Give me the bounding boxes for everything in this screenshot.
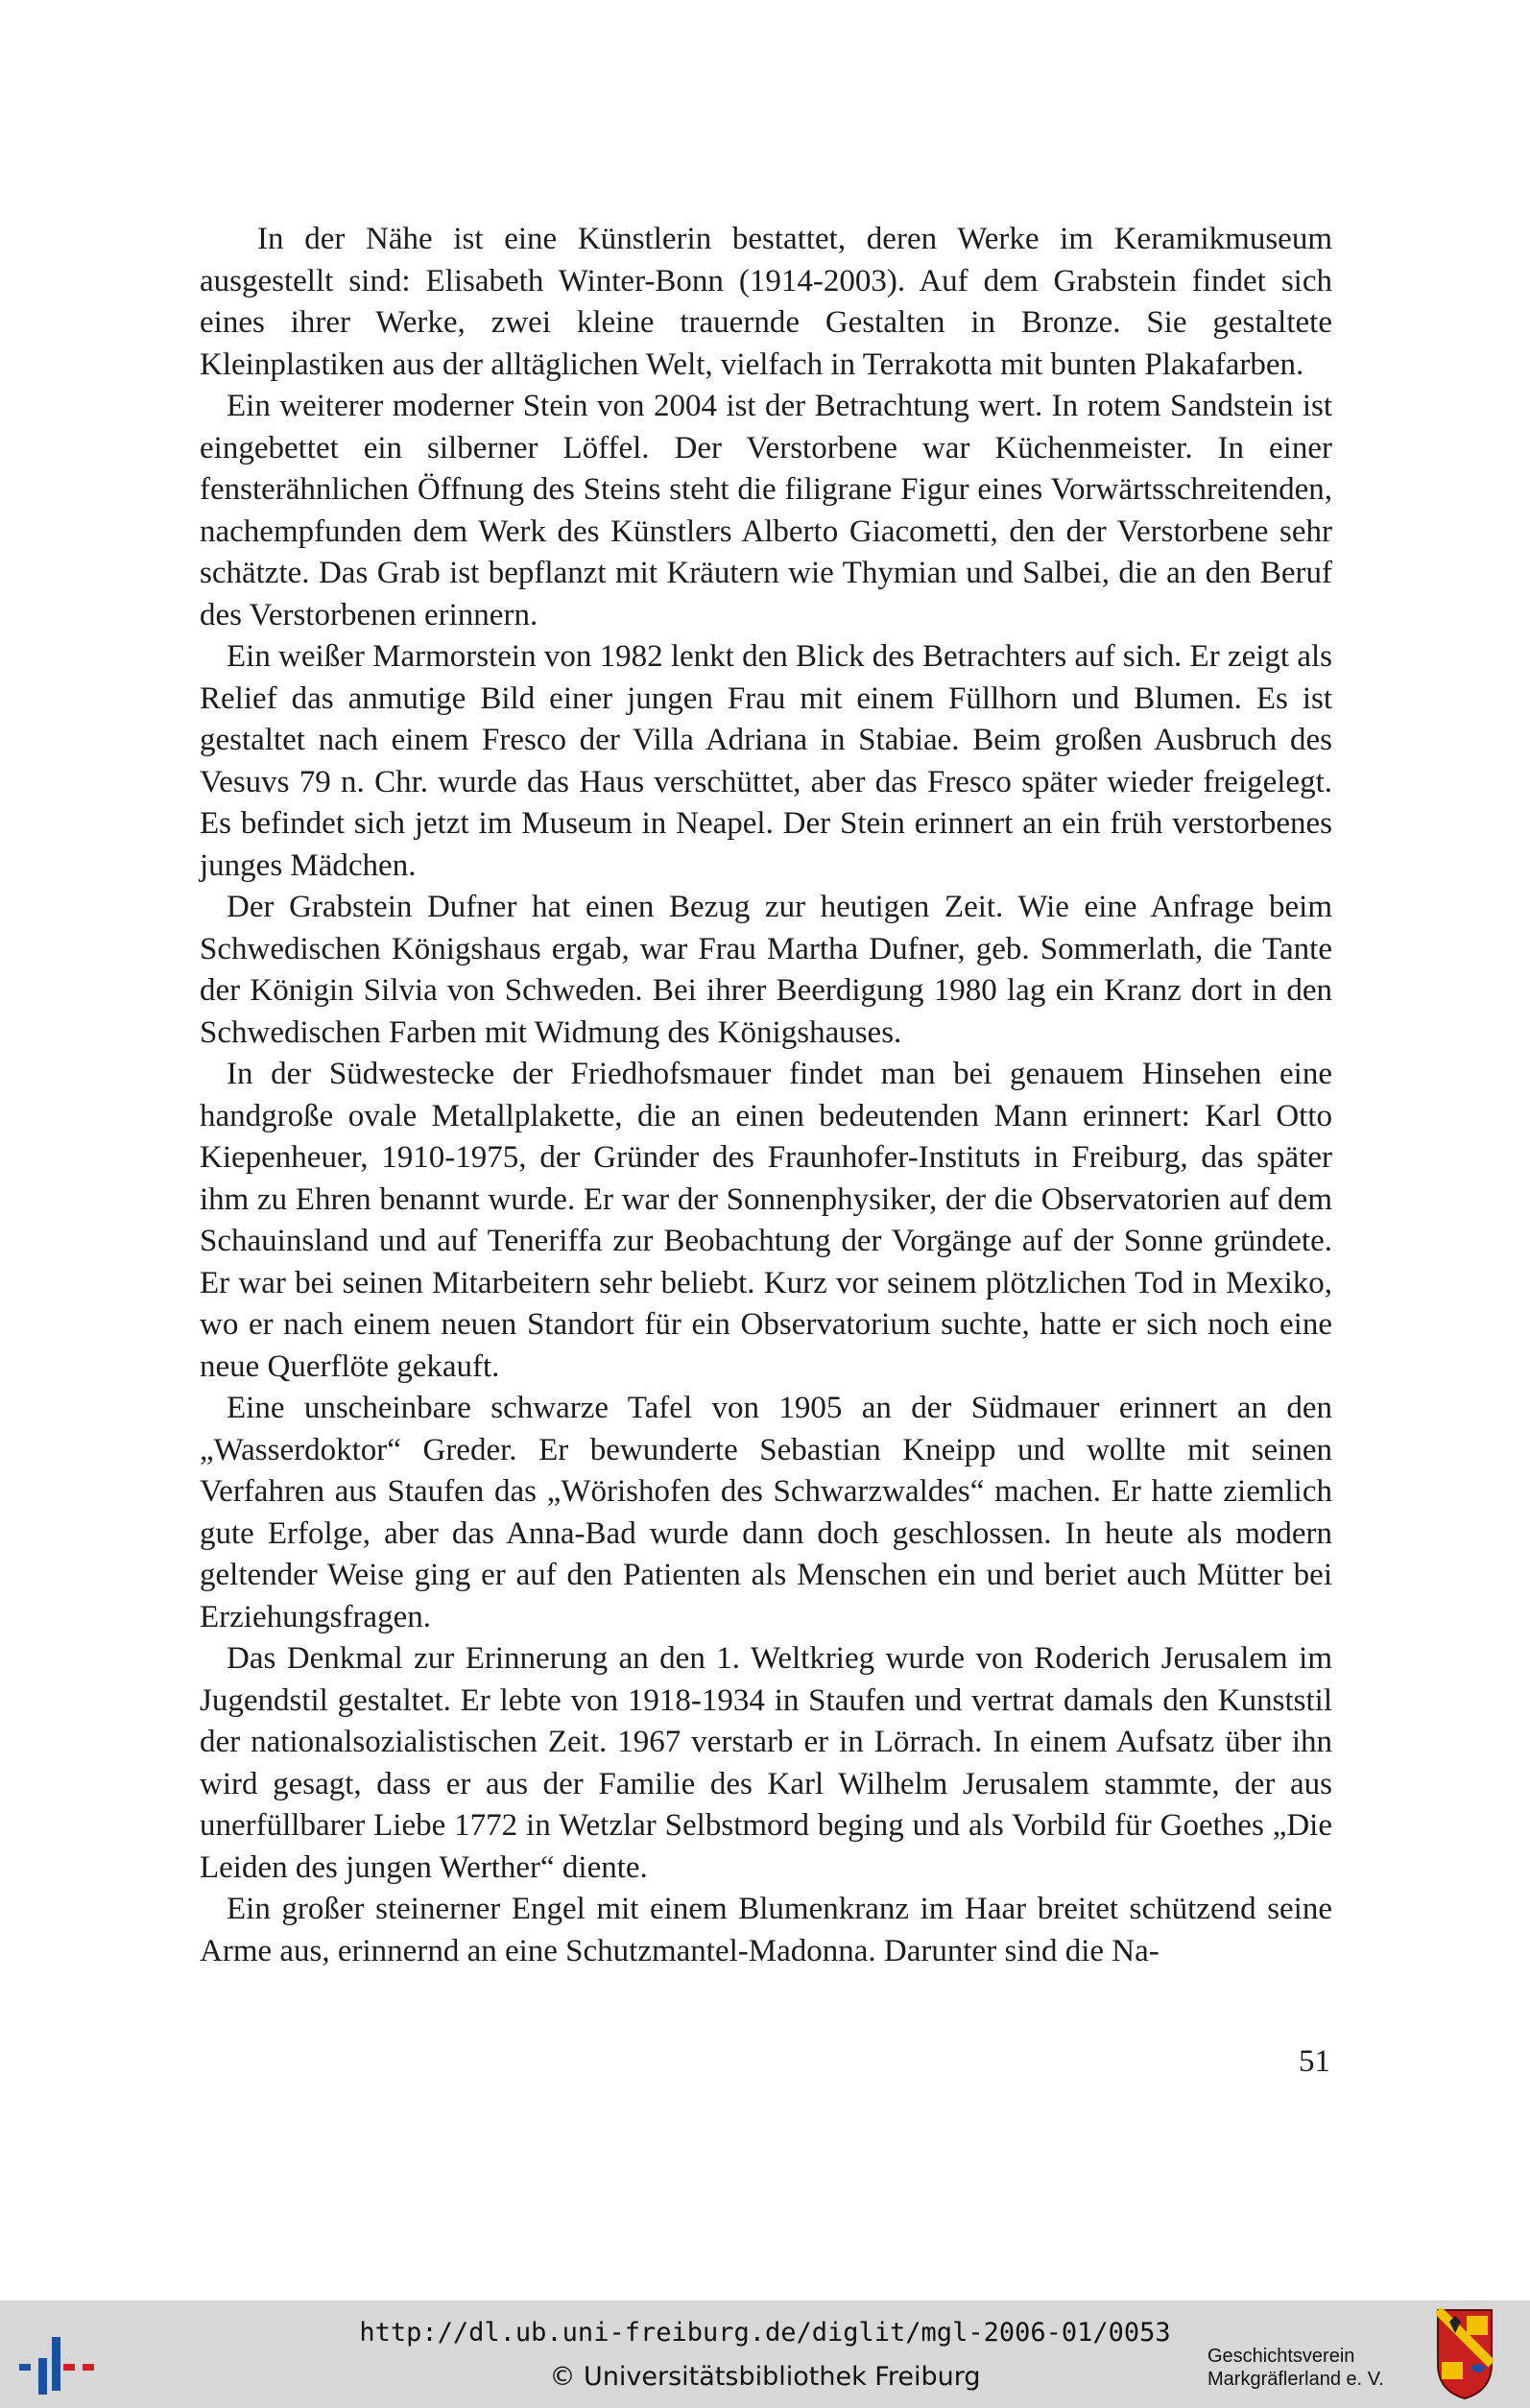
society-name-line: Geschichtsverein [1207,2346,1355,2367]
paragraph: Eine unscheinbare schwarze Tafel von 1905 an der Südmauer erinnert an den „Wasserdoktor“ Greder. Er bewunderte Sebastian Kneipp und wollte mit seinen Verfahren aus Staufen das „Wörishofen des Schwarzwaldes“ machen. Er hatte ziemlich gute Erfolge, aber das Anna-Bad wurde dann doch geschlossen. In heute als modern geltender Weise ging er auf den Patienten als Menschen ein und beriet auch Mütter bei Erziehungsfragen. [200,1391,1332,1634]
page-number: 51 [1299,2044,1330,2079]
paragraph: Ein großer steinerner Engel mit einem Blumenkranz im Haar breitet schützend seine Arme aus, erinnernd an eine Schutzmantel-Madonna. Darunter sind die Na- [200,1892,1332,1968]
copyright-notice: © Universitätsbibliothek Freiburg [549,2362,981,2392]
paragraph: In der Nähe ist eine Künstlerin bestattet, deren Werke im Keramikmuseum ausgestellt sind: Elisabeth Winter-Bonn (1914-2003). Auf dem Grabstein findet sich eines ihrer Werke, zwei kleine trauernde Gestalten in Bronze. Sie gestaltete Kleinplastiken aus der alltäglichen Welt, vielfach in Terrakotta mit bunten Plakafarben. [200,222,1332,382]
footer-bar [0,2301,1530,2408]
page-body [200,219,1332,1972]
paragraph: Ein weißer Marmorstein von 1982 lenkt den Blick des Betrachters auf sich. Er zeigt als Relief das anmutige Bild einer jungen Frau mit einem Füllhorn und Blumen. Es ist gestaltet nach einem Fresco der Villa Adriana in Stabiae. Beim großen Ausbruch des Vesuvs 79 n. Chr. wurde das Haus verschüttet, aber das Fresco später wieder freigelegt. Es befindet sich jetzt im Museum in Neapel. Der Stein erinnert an ein früh verstorbenes junges Mädchen. [200,639,1332,883]
paragraph: Ein weiterer moderner Stein von 2004 ist der Betrachtung wert. In rotem Sandstein ist eingebettet ein silberner Löffel. Der Verstorbene war Küchenmeister. In einer fensterähnlichen Öffnung des Steins steht die filigrane Figur eines Vorwärtsschreitenden, nachempfunden dem Werk des Künstlers Alberto Giacometti, den der Verstorbene sehr schätzte. Das Grab ist bepflanzt mit Kräutern wie Thymian und Salbei, die an den Beruf des Verstorbenen erinnern. [200,389,1332,632]
document-url-link[interactable]: http://dl.ub.uni-freiburg.de/diglit/mgl-2006-01/0053 [359,2318,1171,2348]
coat-of-arms-icon [1436,2308,1494,2400]
society-name-line: Markgräflerland e. V. [1207,2369,1384,2390]
paragraph: Das Denkmal zur Erinnerung an den 1. Weltkrieg wurde von Roderich Jerusalem im Jugendstil gestaltet. Er lebte von 1918-1934 in Staufen und vertrat damals den Kunststil der nationalsozialistischen Zeit. 1967 verstarb er in Lörrach. In einem Aufsatz über ihn wird gesagt, dass er aus der Familie des Karl Wilhelm Jerusalem stammte, der aus unerfüllbarer Liebe 1772 in Wetzlar Selbstmord beging und als Vorbild für Goethes „Die Leiden des jungen Werther“ diente. [200,1641,1332,1885]
paragraph: In der Südwestecke der Friedhofsmauer findet man bei genauem Hinsehen eine handgroße ovale Metallplakette, die an einen bedeutenden Mann erinnert: Karl Otto Kiepenheuer, 1910-1975, der Gründer des Fraunhofer-Instituts in Freiburg, das später ihm zu Ehren benannt wurde. Er war der Sonnenphysiker, der die Observatorien auf dem Schauinsland und auf Teneriffa zur Beobachtung der Vorgänge auf der Sonne gründete. Er war bei seinen Mitarbeitern sehr beliebt. Kurz vor seinem plötzlichen Tod in Mexiko, wo er nach einem neuen Standort für ein Observatorium suchte, hatte er sich noch eine neue Querflöte gekauft. [200,1057,1332,1384]
society-name [1207,2345,1438,2391]
paragraph: Der Grabstein Dufner hat einen Bezug zur heutigen Zeit. Wie eine Anfrage beim Schwedischen Königshaus ergab, war Frau Martha Dufner, geb. Sommerlath, die Tante der Königin Silvia von Schweden. Bei ihrer Beerdigung 1980 lag ein Kranz dort in den Schwedischen Farben mit Widmung des Königshauses. [200,890,1332,1050]
